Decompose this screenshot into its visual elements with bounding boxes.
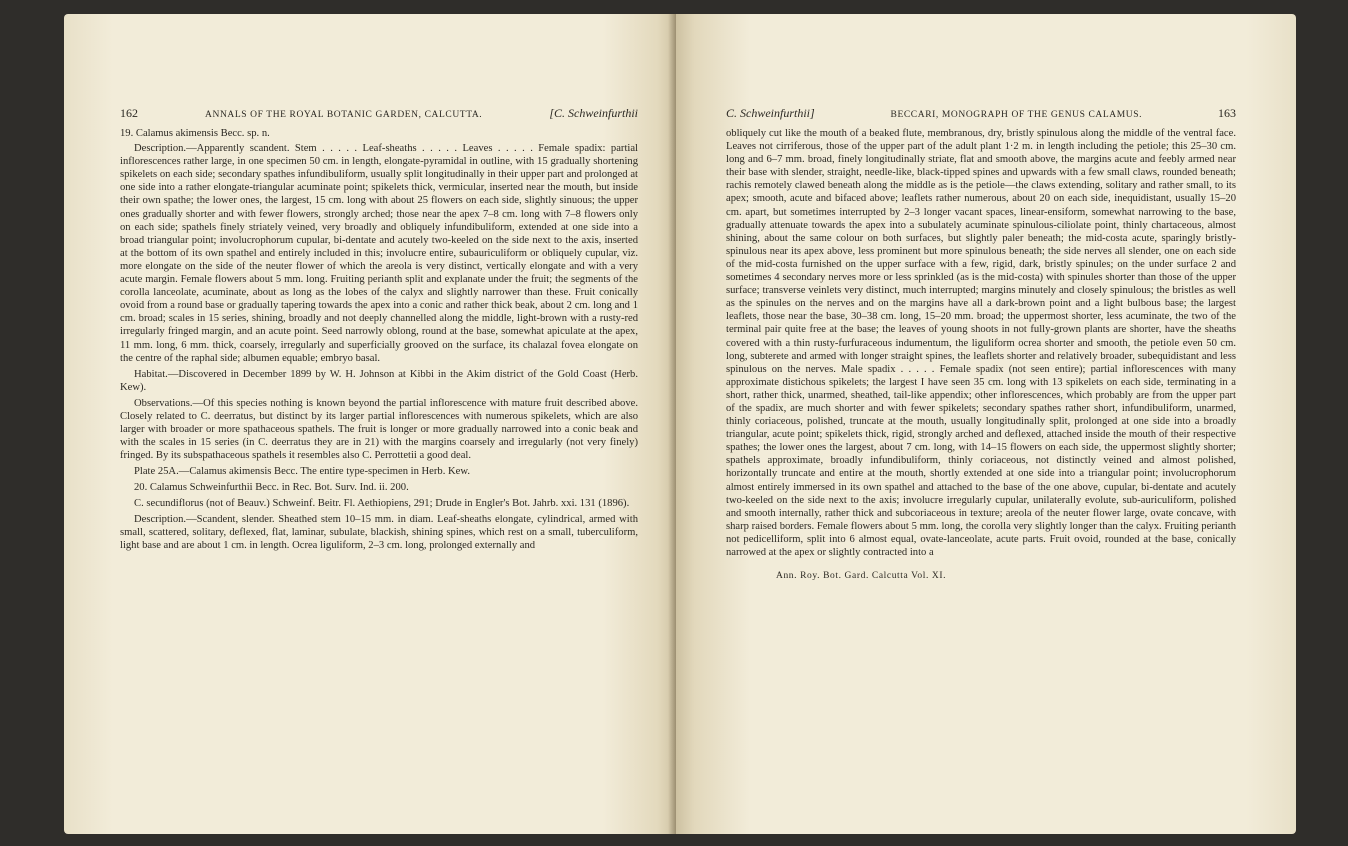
left-running-head (120, 106, 638, 121)
habitat-paragraph: Habitat.—Discovered in December 1899 by W. H. Johnson at Kibbi in the Akim district of the Gold Coast (Herb. Kew). (120, 368, 638, 393)
species-tag: [C. Schweinfurthii (549, 106, 638, 120)
plate-paragraph: Plate 25A.—Calamus akimensis Becc. The entire type-specimen in Herb. Kew. (134, 466, 470, 478)
right-running-head (726, 106, 1236, 121)
page-number: 163 (1217, 106, 1236, 120)
species-heading: 19. Calamus akimensis Becc. sp. n. (120, 128, 270, 139)
description-paragraph: obliquely cut like the mouth of a beaked flute, membranous, dry, bristly spinulous along the middle of the ventral face. Leaves not cirriferous, those of the upper part of the adult plant 1·2 m. in length including the petiole; this 25–30 cm. long and 6–7 mm. broad, finely longitudinally striate, flat and smooth above, the margins acute and feebly armed near their base with slender, straight, needle-like, black-tipped spines and upwards with a few small claws, rounded beneath; rachis remotely clawed beneath along the middle as is the petiole—the claws extending, solitary and rather small, to its apex; smooth, acute and bifaced above; leaflets rather numerous, about 20 on each side, inequidistant, usually 15–20 cm. apart, but sometimes interrupted by 2–3 longer vacant spaces, linear-ensiform, somewhat narrowing to the base, gradually attenuate towards the apex into a subulately acuminate spinulous-ciliolate point, thinly chartaceous, almost shining, about the same colour on both surfaces, but slightly paler beneath; the mid-costa acute, sparingly bristly-spinulous near its apex above, less prominent but more spinulous beneath; the side nerves all slender, one on each side of the mid-costa furnished on the upper surface with a few, rigid, dark, bristly spinules; on the under surface 2 and sometimes 4 secondary nerves more or less sprinkled (as is the mid-costa) with spinules shorter than those of the upper surface; transverse veinlets very distinct, much interrupted; margins minutely and closely spinulous; the bristles as well as the spinules on the nerves and on the margins have all a dark-brown point and a light bulbous base; the largest leaflets, those near the base, 30–38 cm. long, 15–20 mm. broad; the uppermost shorter, less acuminate, the two of the terminal pair quite free at the base; the leaves of young shoots in not fully-grown plants are shorter, have the sheaths covered with a thin rusty-furfuraceous indumentum, the liguliform ocrea shorter and smooth, the petiole even 50 cm. long, subterete and armed with longer straight spines, the leaflets shorter and relatively broader, subequidistant and less spinulous on the nerves. Male spadix . . . . . Female spadix (not seen entire); partial inflorescences with many approximate distichous spikelets; the largest I have seen 35 cm. long with 13 spikelets on each side, terminating in a short, rather thick, unarmed, sheathed, tail-like appendix; other inflorescences, which probably are from the upper part of the spadix, are much shorter and with fewer spikelets; secondary spathes rather short, infundibuliform, unarmed, thinly coriaceous, polished, truncate at the mouth, usually longitudinally split, prolonged at one side into a broadly triangular, acute point; spikelets thick, rigid, strongly arched and deflexed, attached inside the mouth of their respective spathes; the lower ones the largest, about 7 cm. long, with 14–15 flowers on each side, the uppermost slightly shorter; spathels approximate, broadly infundibuliform, thinly coriaceous, not distinctly veined and almost polished, horizontally truncate and entire at the mouth, shortly extended at one side into a triangular point; involucrophorum almost entirely immersed in its own spathel and attached to the base of the one above, cupular, bi-dentate and acutely two-keeled on the side next to the axis; involucre irregularly cupular, unilaterally evolute, sub-auriculiform, polished and smooth internally, rather thick and subcoriaceous in texture; areola of the neuter flower large, ovate concave, with sharp raised borders. Female flowers about 5 mm. long, the corolla very slightly longer than the calyx. Fruiting perianth not pedicelliform, split into 6 almost equal, ovate-lanceolate, acute parts. Fruit ovoid, rounded at the base, conically narrowed at the apex or slightly contracted into a (726, 128, 1236, 558)
synonym-paragraph: C. secundiflorus (not of Beauv.) Schweinf. Beitr. Fl. Aethiopiens, 291; Drude in Engler's Bot. Jahrb. xxi. 131 (1896). (134, 497, 630, 509)
running-title: ANNALS OF THE ROYAL BOTANIC GARDEN, CALCUTTA. (205, 110, 483, 120)
description-paragraph: Description.—Scandent, slender. Sheathed stem 10–15 mm. in diam. Leaf-sheaths elongate, cylindrical, armed with small, scattered, solitary, deflexed, flat, laminar, subulate, blackish, shining spines, which rest on a small, tuberculiform, light base and are about 1 cm. in length. Ocrea liguliform, 2–3 cm. long, prolonged externally and (120, 513, 638, 551)
description-paragraph: Description.—Apparently scandent. Stem . . . . . Leaf-sheaths . . . . . Leaves . . . . . Female spadix: partial inflorescences rather large, in one specimen 50 cm. in length, elongate-pyramidal in outline, with 15 gradually shortening spikelets on each side; secondary spathes infundibuliform, usually split longitudinally in their upper part and prolonged at one side into a rather elongate-triangular acuminate point; spikelets thick, vermicular, inserted near the mouth, but inside their own spathe; the lower ones, the largest, 15 cm. long with about 25 flowers on each side, slightly sinuous; the upper ones gradually shorter and with fewer flowers, strongly arched; those near the apex 7–8 cm. long with 7–8 flowers only on each side; spathels finely striately veined, very broadly and obliquely infundibuliform, extended at one side into a broad triangular point; involucrophorum cupular, bi-dentate and acutely two-keeled on the side next to the axis, inserted at the bottom of its own spathel and entirely included in this; involucre entire, subauriculiform or obliquely cupular, viz. more elongate on the side of the neuter flower of which the areola is very distinct, vertically elongate and with a very acute margin. Female flowers about 5 mm. long. Fruiting perianth split and explanate under the fruit; the segments of the corolla lanceolate, acuminate, about as long as the lobes of the calyx and slightly narrower than these. Fruit conically ovoid from a round base or gradually tapering towards the apex into a conic and rather thick beak, about 2 cm. long and 1 cm. broad; scales in 15 series, shining, broadly and not deeply channelled along the middle, light-brown with a rusty-red irregularly fringed margin, and an acute point. Seed narrowly oblong, round at the base, somewhat apiculate at the apex, 11 mm. long, 6 mm. thick, coarsely, irregularly and superficially grooved on the surface, its chalazal fovea elongate on the centre of the raphal side; albumen equable; embryo basal. (120, 143, 638, 364)
running-title: BECCARI, MONOGRAPH OF THE GENUS CALAMUS. (890, 110, 1143, 120)
page-footer: Ann. Roy. Bot. Gard. Calcutta Vol. XI. (776, 571, 947, 582)
species-tag: C. Schweinfurthii] (726, 106, 815, 120)
observations-paragraph: Observations.—Of this species nothing is known beyond the partial inflorescence with mature fruit described above. Closely related to C. deerratus, but distinct by its larger partial inflorescences with numerous spikelets, which are also larger with broader or more spathaceous spathels. The fruit is longer or more gradually narrowed into a conic beak and with the scales in 15 series (in C. deerratus they are in 21) with the margins coarsely and irregularly (not very finely) fringed. By its subspathaceous spathels it resembles also C. Perrottetii a good deal. (120, 397, 638, 462)
page-number: 162 (120, 106, 138, 120)
species-heading: 20. Calamus Schweinfurthii Becc. in Rec. Bot. Surv. Ind. ii. 200. (134, 482, 409, 494)
left-page (64, 14, 676, 834)
right-page (676, 14, 1296, 834)
